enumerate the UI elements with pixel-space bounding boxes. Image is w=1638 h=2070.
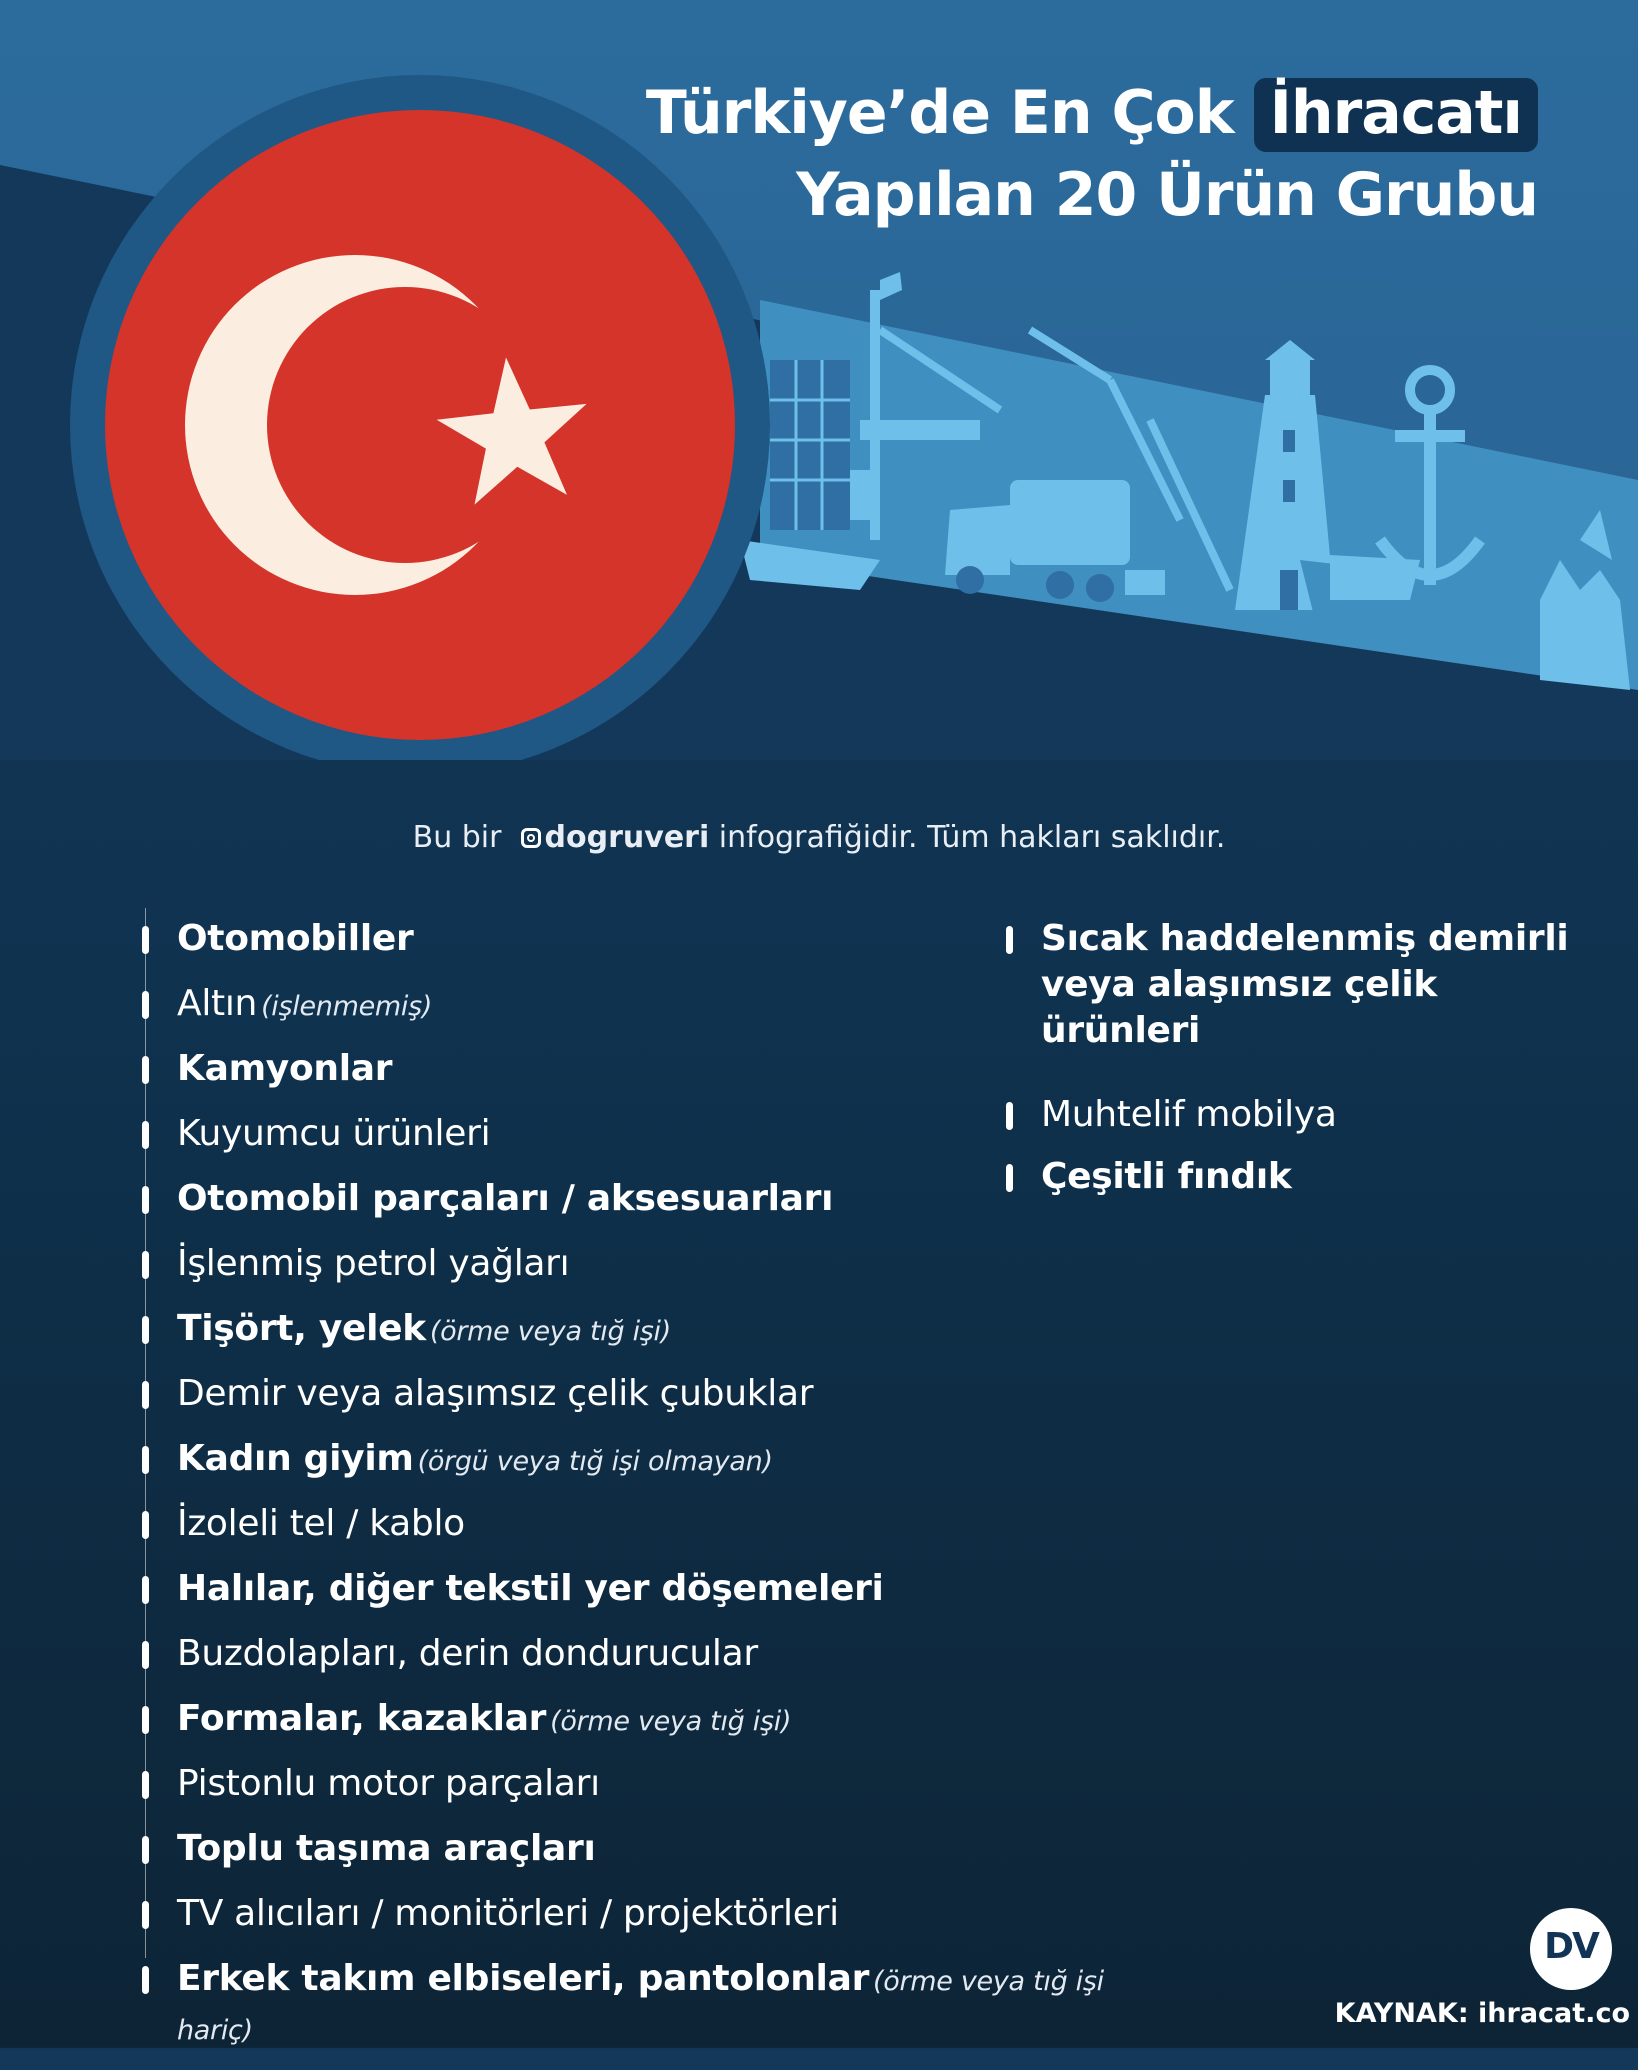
product-note: (örme veya tığ işi) xyxy=(550,1706,792,1737)
list-item xyxy=(142,1501,1142,1550)
product-label: Kuyumcu ürünleri xyxy=(177,1113,491,1154)
dv-logo-icon xyxy=(1530,1908,1612,1990)
list-item xyxy=(142,1696,1142,1745)
bullet-bar xyxy=(142,1901,149,1929)
credit-brand[interactable]: dogruveri xyxy=(544,820,710,855)
bullet-bar xyxy=(142,1186,149,1214)
list-item xyxy=(1006,1092,1606,1138)
product-label: İşlenmiş petrol yağları xyxy=(177,1243,570,1284)
product-label: Demir veya alaşımsız çelik çubuklar xyxy=(177,1373,814,1414)
bullet-bar xyxy=(1006,1164,1013,1192)
product-label: Çeşitli fındık xyxy=(1041,1156,1292,1197)
bullet-bar xyxy=(1006,926,1013,954)
credit-line xyxy=(0,820,1638,855)
list-item xyxy=(142,1371,1142,1420)
credit-suffix: infografiğidir. Tüm hakları saklıdır. xyxy=(718,820,1226,855)
list-item xyxy=(1006,1154,1606,1200)
product-label: Muhtelif mobilya xyxy=(1041,1094,1337,1135)
list-item xyxy=(142,1176,1142,1225)
list-item xyxy=(142,1761,1142,1810)
list-item xyxy=(142,1566,1142,1615)
product-label-line-1: Sıcak haddelenmiş demirli xyxy=(1041,918,1569,959)
product-note: (örgü veya tığ işi olmayan) xyxy=(417,1446,773,1477)
product-label: Kadın giyim xyxy=(177,1438,414,1479)
list-item xyxy=(142,1306,1142,1355)
product-label: Toplu taşıma araçları xyxy=(177,1828,596,1869)
credit-prefix: Bu bir xyxy=(412,820,502,855)
title-line-2: Yapılan 20 Ürün Grubu xyxy=(796,160,1538,230)
product-label: Kamyonlar xyxy=(177,1048,393,1089)
list-item xyxy=(142,916,1142,965)
bullet-bar xyxy=(142,1446,149,1474)
bullet-bar xyxy=(142,1316,149,1344)
instagram-icon xyxy=(521,828,541,848)
bullet-bar xyxy=(142,926,149,954)
bullet-bar xyxy=(142,1056,149,1084)
list-item xyxy=(142,1046,1142,1095)
product-note: (işlenmemiş) xyxy=(261,991,433,1022)
list-item xyxy=(142,1631,1142,1680)
product-label: Formalar, kazaklar xyxy=(177,1698,547,1739)
bullet-bar xyxy=(142,1251,149,1279)
product-list-left xyxy=(142,916,1142,2070)
bullet-bar xyxy=(142,1836,149,1864)
title-highlight: İhracatı xyxy=(1254,78,1538,152)
product-label: TV alıcıları / monitörleri / projektörleri xyxy=(177,1893,839,1934)
list-item xyxy=(1006,916,1606,1054)
bullet-bar xyxy=(142,1121,149,1149)
product-label: Pistonlu motor parçaları xyxy=(177,1763,600,1804)
product-label: Erkek takım elbiseleri, pantolonlar xyxy=(177,1958,870,1999)
list-item xyxy=(142,1241,1142,1290)
title-prefix: Türkiye’de En Çok xyxy=(645,78,1234,148)
product-label: Halılar, diğer tekstil yer döşemeleri xyxy=(177,1568,884,1609)
source-credit: KAYNAK: ihracat.co xyxy=(1334,1998,1630,2029)
bullet-bar xyxy=(142,1576,149,1604)
bullet-bar xyxy=(142,1706,149,1734)
product-label: Otomobiller xyxy=(177,918,414,959)
product-list-right xyxy=(1006,916,1606,1216)
title-line-1 xyxy=(646,72,1538,154)
page-title xyxy=(646,72,1538,236)
logo-text: DV xyxy=(1544,1926,1598,1967)
list-item xyxy=(142,1826,1142,1875)
bullet-bar xyxy=(142,1966,149,1994)
product-label: İzoleli tel / kablo xyxy=(177,1503,465,1544)
bullet-bar xyxy=(142,991,149,1019)
list-item xyxy=(142,1891,1142,1940)
bullet-bar xyxy=(142,1641,149,1669)
product-note: (örme veya tığ işi hariç) xyxy=(177,1966,1104,2046)
bullet-bar xyxy=(1006,1102,1013,1130)
list-item xyxy=(142,981,1142,1030)
product-note: (örme veya tığ işi) xyxy=(429,1316,671,1347)
list-item xyxy=(142,1956,1142,2054)
product-label: Otomobil parçaları / aksesuarları xyxy=(177,1178,834,1219)
product-label: Tişört, yelek xyxy=(177,1308,426,1349)
list-item xyxy=(142,1436,1142,1485)
bullet-bar xyxy=(142,1381,149,1409)
product-label: Altın xyxy=(177,983,258,1024)
product-label: Buzdolapları, derin dondurucular xyxy=(177,1633,758,1674)
bullet-bar xyxy=(142,1511,149,1539)
list-item xyxy=(142,1111,1142,1160)
bullet-bar xyxy=(142,1771,149,1799)
product-label-line-2: veya alaşımsız çelik ürünleri xyxy=(1041,964,1438,1051)
